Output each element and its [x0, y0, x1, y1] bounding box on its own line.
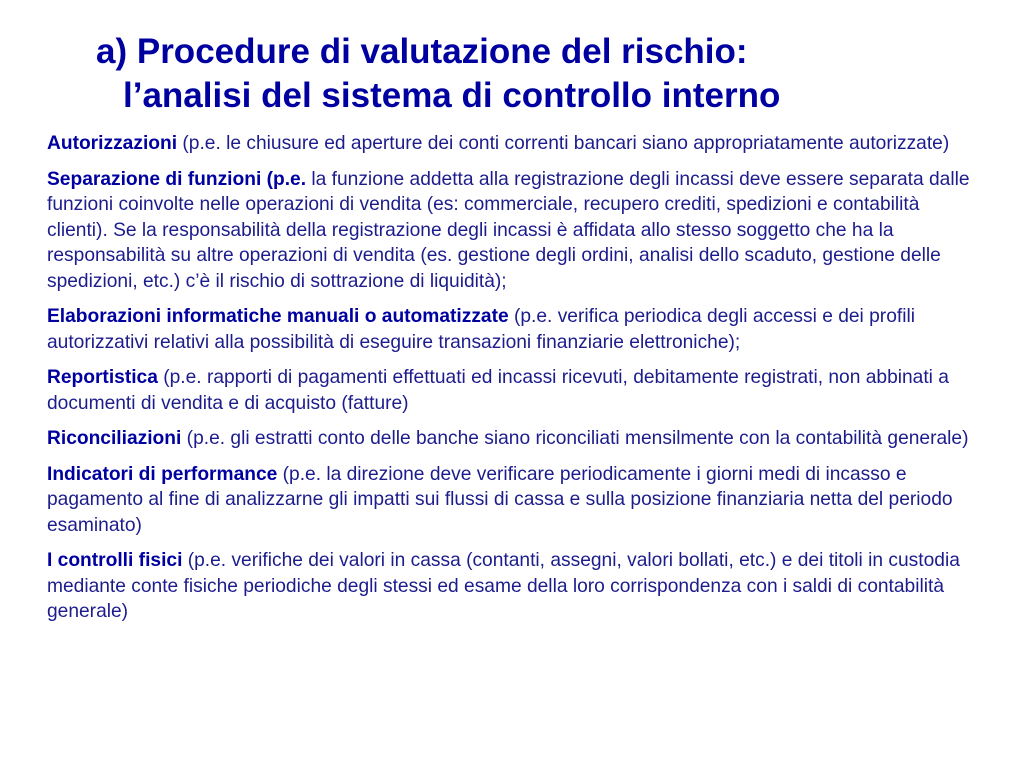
item-term: I controlli fisici [47, 550, 183, 571]
item-term: Riconciliazioni [47, 428, 182, 449]
item-separazione-funzioni [47, 167, 977, 295]
item-indicatori-performance [47, 462, 977, 539]
title-line-1: a) Procedure di valutazione del rischio: [96, 32, 748, 71]
item-term: Separazione di funzioni (p.e. [47, 168, 307, 190]
slide-title [96, 30, 996, 118]
slide-body [47, 131, 977, 635]
item-riconciliazioni [47, 426, 977, 452]
item-controlli-fisici [47, 548, 977, 625]
item-text: (p.e. verifica periodica degli accessi e dei profili autorizzativi relativi alla possibilità di eseguire transazioni finanziarie elettroniche); [47, 306, 915, 353]
item-reportistica [47, 365, 977, 416]
item-text: (p.e. gli estratti conto delle banche siano riconciliati mensilmente con la contabilità generale) [181, 428, 969, 449]
item-text: (p.e. le chiusure ed aperture dei conti correnti bancari siano appropriatamente autorizzate) [177, 133, 950, 154]
item-elaborazioni-informatiche [47, 304, 977, 355]
item-term: Indicatori di performance [47, 463, 278, 485]
item-term: Elaborazioni informatiche manuali o automatizzate [47, 306, 509, 327]
item-term: Autorizzazioni [47, 133, 178, 154]
item-term: Reportistica [47, 367, 158, 388]
item-autorizzazioni [47, 131, 977, 157]
item-text: (p.e. rapporti di pagamenti effettuati ed incassi ricevuti, debitamente registrati, non abbinati a documenti di vendita e di acquisto (fatture) [47, 367, 949, 414]
item-text: la funzione addetta alla registrazione degli incassi deve essere separata dalle funzioni coinvolte nelle operazioni di vendita (es: commerciale, recupero crediti, spedizioni e contabilità clienti). Se la responsabilità della registrazione degli incassi è affidata allo stesso soggetto che ha la responsabilità su altre operazioni di vendita (es. gestione degli ordini, analisi dello scaduto, gestione delle spedizioni, etc.) c’è il rischio di sottrazione di liquidità); [47, 168, 970, 292]
item-text: (p.e. verifiche dei valori in cassa (contanti, assegni, valori bollati, etc.) e dei titoli in custodia mediante conte fisiche periodiche degli stessi ed esame della loro corrispondenza con i saldi di contabilità generale) [47, 550, 960, 622]
title-line-2: l’analisi del sistema di controllo interno [123, 76, 781, 115]
item-text: (p.e. la direzione deve verificare periodicamente i giorni medi di incasso e pagamento al fine di analizzarne gli impatti sui flussi di cassa e sulla posizione finanziaria netta del periodo esaminato) [47, 463, 953, 536]
